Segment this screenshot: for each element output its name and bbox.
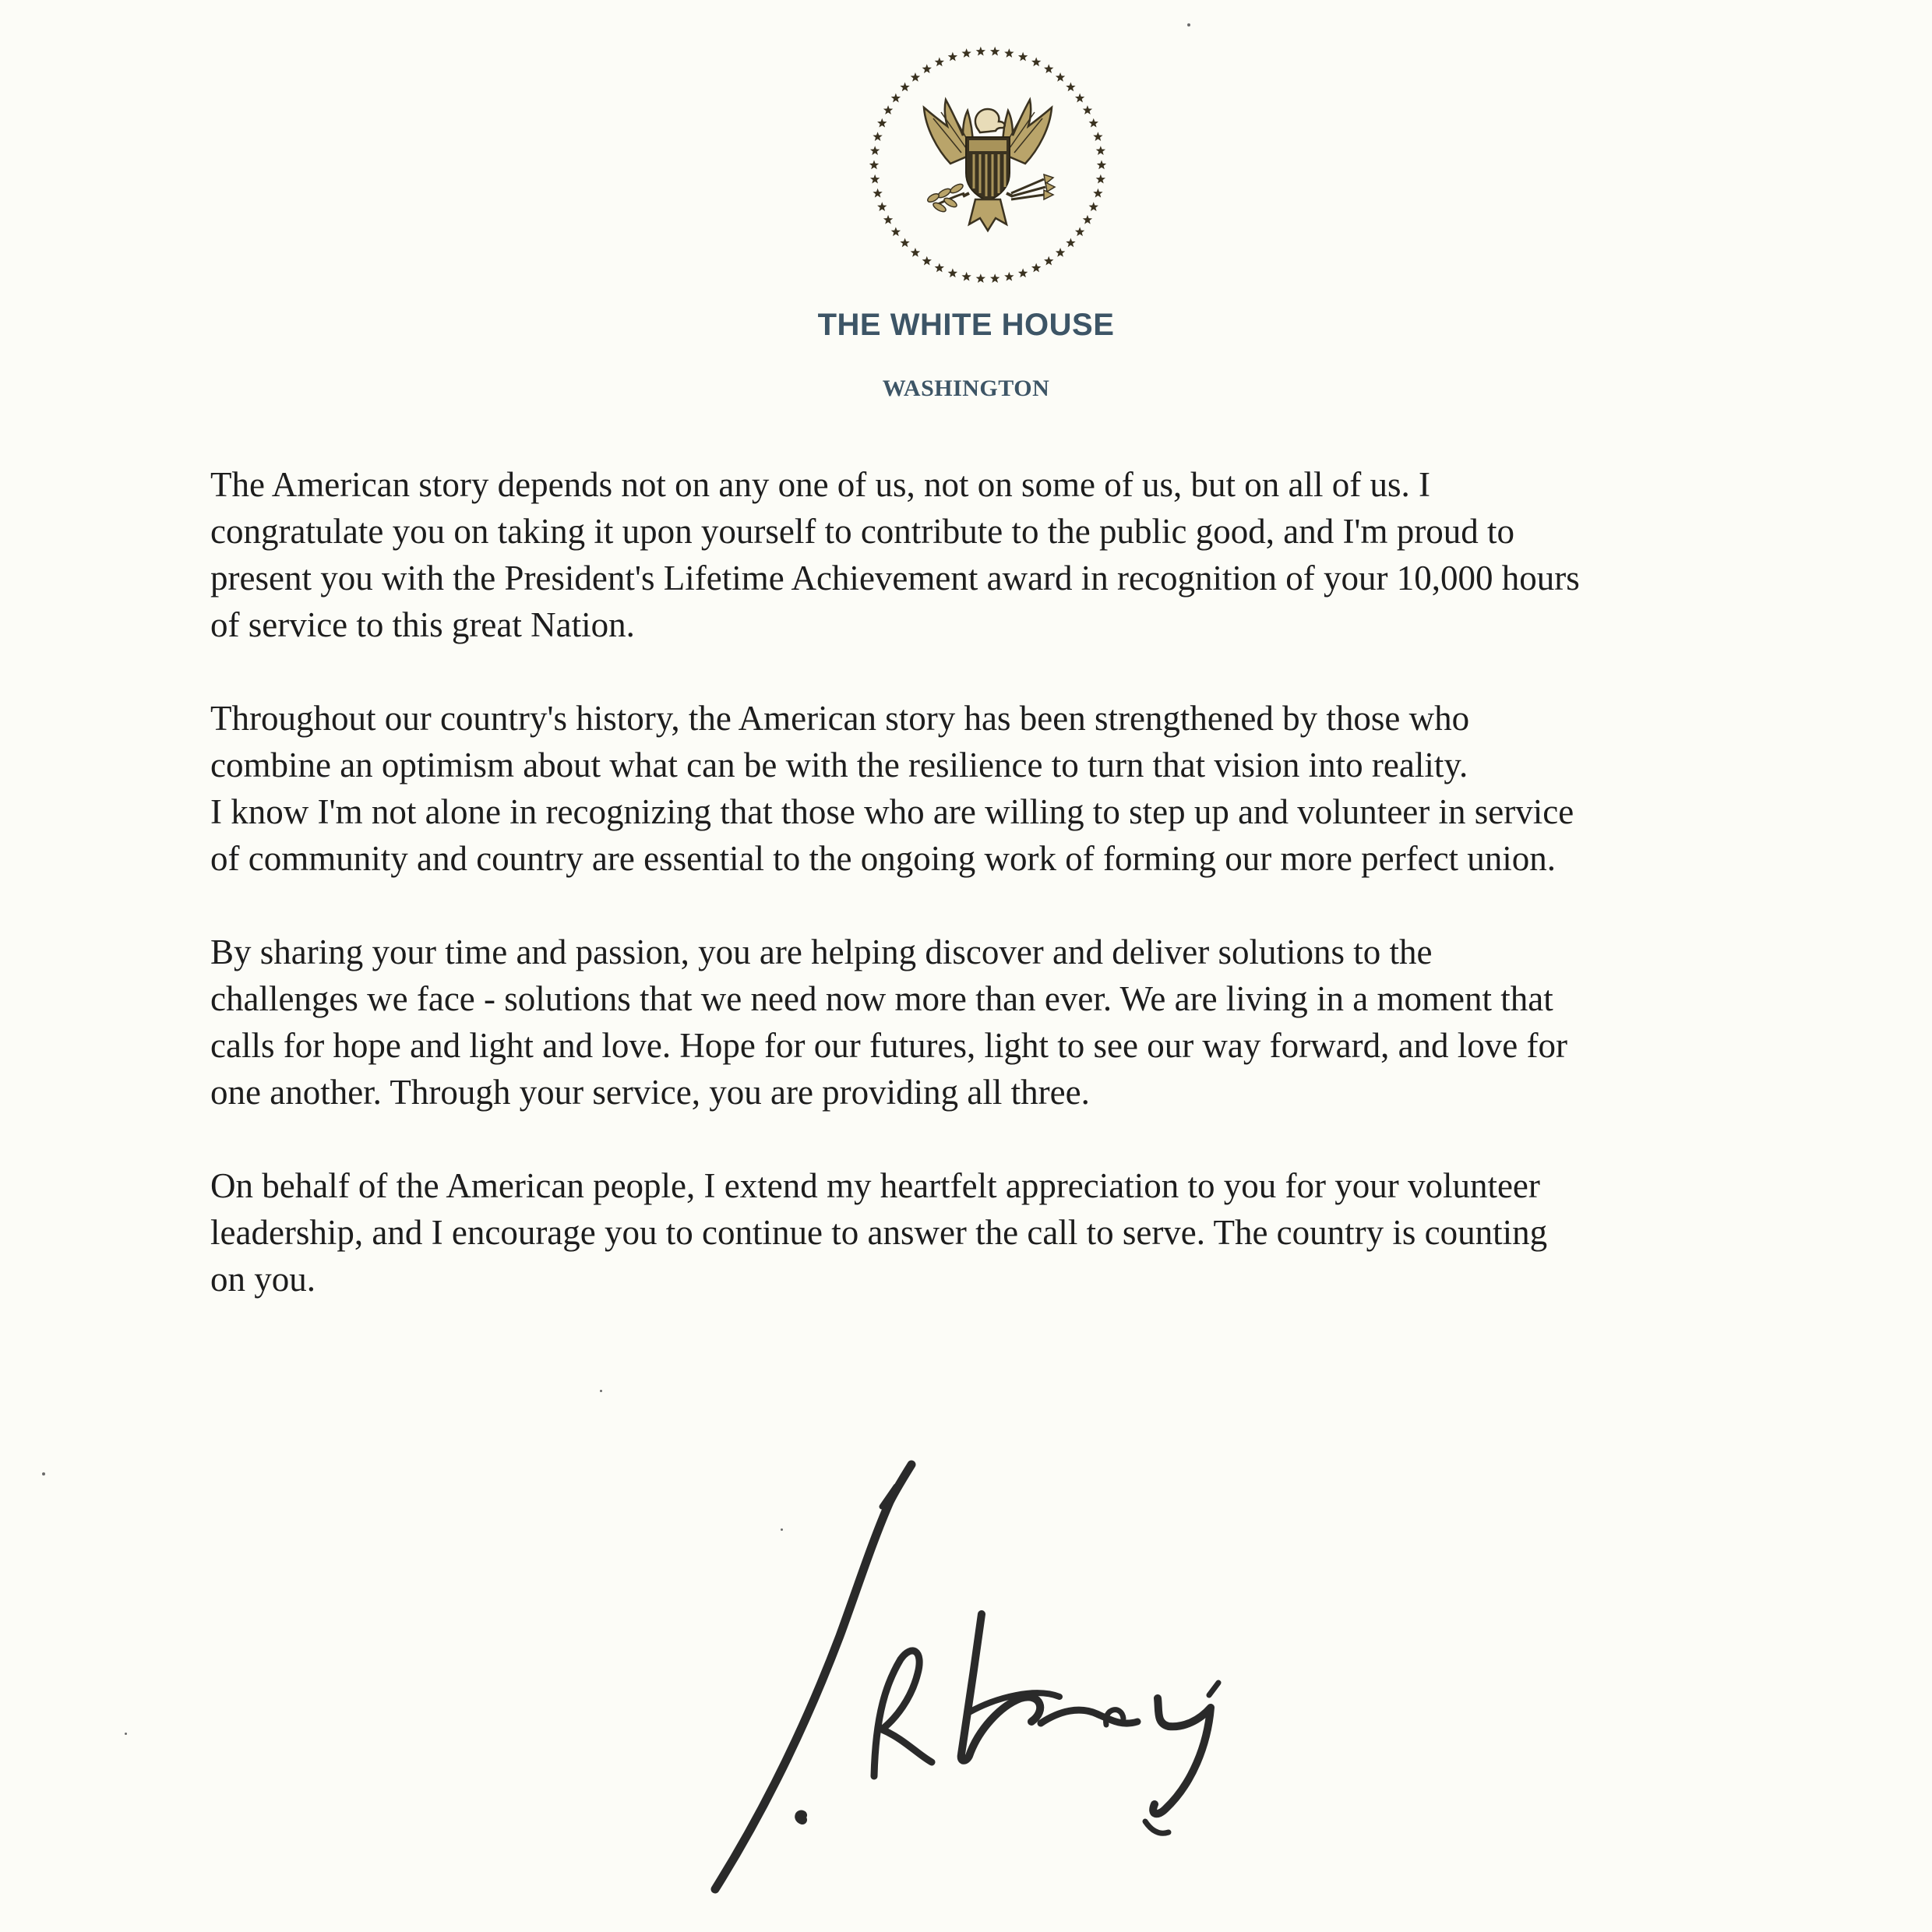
seal-star xyxy=(877,118,887,128)
seal-star xyxy=(911,72,920,82)
scan-speck xyxy=(1187,23,1190,26)
seal-star xyxy=(873,189,882,198)
seal-star xyxy=(900,83,909,92)
seal-star xyxy=(900,238,909,247)
seal-star xyxy=(883,105,893,115)
seal-star xyxy=(1083,215,1092,224)
seal-arrows xyxy=(1011,179,1045,199)
seal-star xyxy=(883,215,893,224)
seal-star xyxy=(1031,57,1041,66)
seal-star xyxy=(891,93,901,103)
seal-star xyxy=(1083,105,1092,115)
seal-star xyxy=(990,47,999,56)
seal-star xyxy=(922,256,932,266)
presidential-seal-icon xyxy=(863,41,1112,290)
seal-star xyxy=(1093,132,1102,141)
seal-star xyxy=(976,47,985,56)
scan-speck xyxy=(42,1472,45,1475)
seal-star xyxy=(1004,48,1014,58)
seal-star xyxy=(1066,83,1075,92)
seal-star xyxy=(1018,52,1028,62)
seal-star xyxy=(976,273,985,283)
seal-star xyxy=(911,248,920,257)
seal-star xyxy=(1089,118,1098,128)
seal-star xyxy=(1096,146,1105,155)
letter-paragraph-1: The American story depends not on any one of us, not on some of us, but on all of us. I congratulate you on taking it upon yourself to contribute to the public good, and I'm proud to present you with the President's Lifetime Achievement award in recognition of your 10,000 hours of service to this great Nation. xyxy=(210,465,1580,644)
seal-star xyxy=(870,146,880,155)
seal-star xyxy=(870,175,880,184)
seal-star xyxy=(1056,248,1065,257)
letterhead-city: WASHINGTON xyxy=(882,375,1050,401)
seal-star xyxy=(869,160,879,170)
seal-star xyxy=(935,57,944,66)
seal-star xyxy=(1004,272,1014,281)
handwritten-signature-icon xyxy=(670,1449,1278,1909)
seal-star xyxy=(961,272,971,281)
seal-star xyxy=(873,132,882,141)
seal-star xyxy=(1044,256,1053,266)
seal-star xyxy=(948,268,957,277)
letter-paragraph-2: Throughout our country's history, the American story has been strengthened by those who combine an optimism about what can be with the resilience to turn that vision into reality. I know I'm not alone in recognizing that those who are willing to step up and volunteer in service of community and country are essential to the ongoing work of forming our more perfect union. xyxy=(210,699,1574,878)
seal-star xyxy=(922,64,932,73)
letter-body xyxy=(210,461,1768,1349)
seal-star xyxy=(1066,238,1075,247)
seal-star xyxy=(1044,64,1053,73)
letterhead-org-name: THE WHITE HOUSE xyxy=(817,308,1115,342)
scan-speck xyxy=(600,1390,602,1392)
scan-speck xyxy=(781,1528,783,1531)
seal-star xyxy=(1075,227,1084,236)
seal-star xyxy=(935,263,944,273)
seal-star xyxy=(877,202,887,211)
seal-star xyxy=(1018,268,1028,277)
letter-paragraph-3: By sharing your time and passion, you are helping discover and deliver solutions to the challenges we face - solutions that we need now more than ever. We are living in a moment that calls for hope and light and love. Hope for our futures, light to see our way forward, and love for one another. Through your service, you are providing all three. xyxy=(210,933,1567,1112)
seal-star xyxy=(1089,202,1098,211)
seal-star xyxy=(1056,72,1065,82)
seal-star xyxy=(1031,263,1041,273)
seal-star xyxy=(1075,93,1084,103)
scan-speck xyxy=(125,1733,127,1735)
seal-star xyxy=(1093,189,1102,198)
letter-paragraph-4: On behalf of the American people, I extend my heartfelt appreciation to you for your volunteer leadership, and I encourage you to continue to answer the call to serve. The country is counting on you. xyxy=(210,1166,1548,1299)
seal-star xyxy=(891,227,901,236)
seal-eagle-head xyxy=(975,109,1005,132)
seal-star xyxy=(948,52,957,62)
seal-star xyxy=(1097,160,1106,170)
seal-star xyxy=(990,273,999,283)
seal-star xyxy=(961,48,971,58)
seal-eagle-tail xyxy=(969,199,1007,231)
seal-star xyxy=(1096,175,1105,184)
